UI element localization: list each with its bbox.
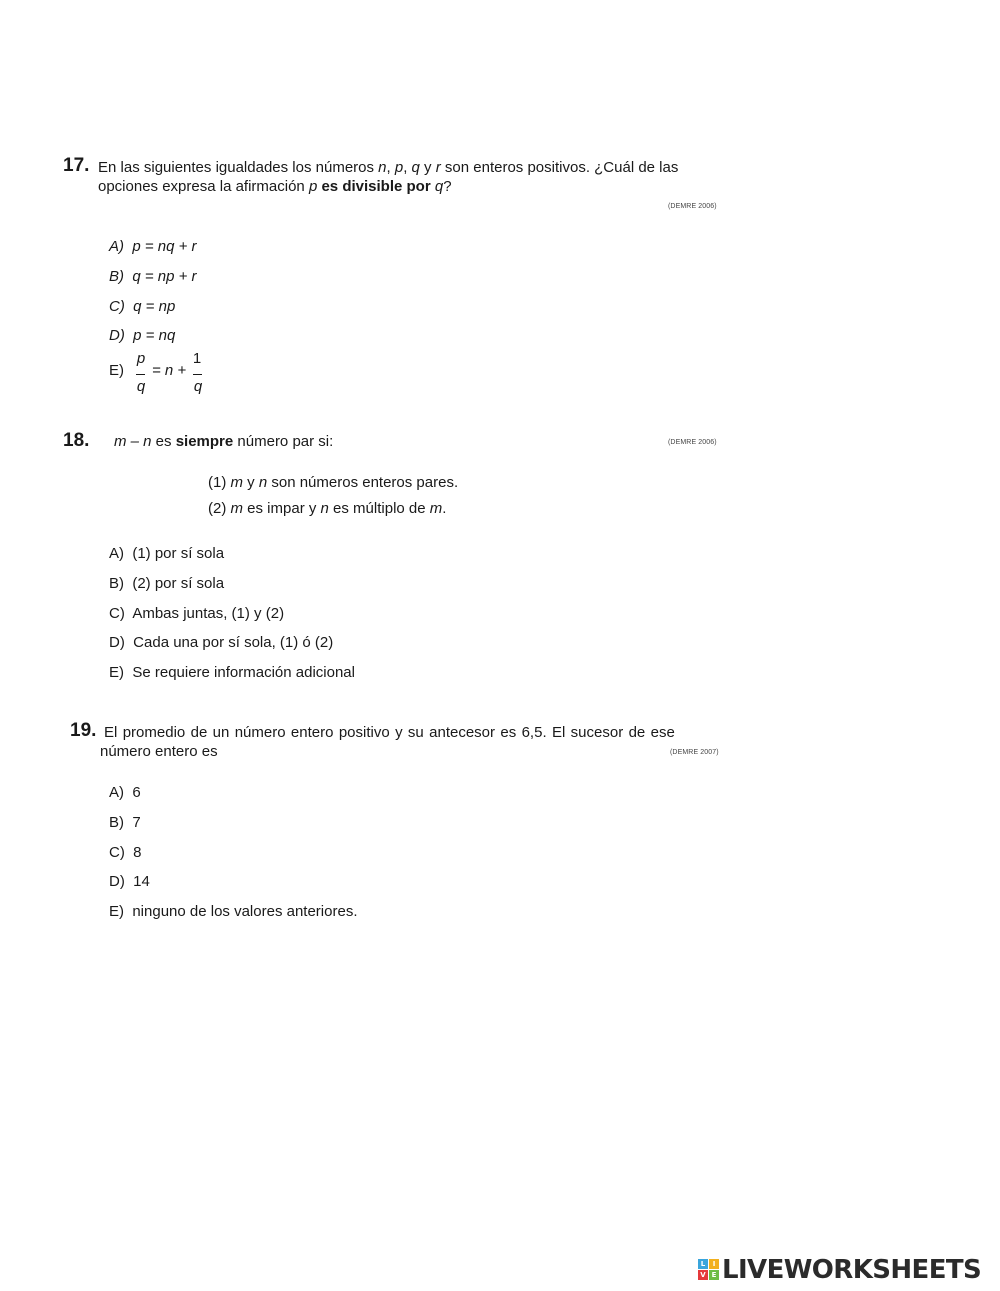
- logo-text: LIVEWORKSHEETS: [722, 1255, 982, 1285]
- question-19-stem-line2: número entero es: [100, 743, 218, 760]
- q18-condition-1: (1) m y n son números enteros pares.: [208, 474, 459, 491]
- question-17-source: (DEMRE 2006): [668, 203, 717, 210]
- question-18-number: 18.: [63, 430, 90, 451]
- q19-option-a[interactable]: A) 6: [109, 784, 141, 801]
- q19-option-d[interactable]: D) 14: [109, 873, 150, 890]
- q18-condition-2: (2) m es impar y n es múltiplo de m.: [208, 500, 447, 517]
- q17-e-numerator-2: 1: [192, 350, 202, 367]
- q18-option-d[interactable]: D) Cada una por sí sola, (1) ó (2): [109, 634, 334, 651]
- q19-option-e[interactable]: E) ninguno de los valores anteriores.: [109, 903, 358, 920]
- q17-option-d[interactable]: D) p = nq: [109, 327, 176, 344]
- question-19-source: (DEMRE 2007): [670, 749, 719, 756]
- logo-tile-e: E: [709, 1270, 719, 1280]
- question-19-stem-line1: El promedio de un número entero positivo y su antecesor es 6,5. El sucesor de ese: [104, 724, 675, 741]
- q18-option-b[interactable]: B) (2) por sí sola: [109, 575, 225, 592]
- q18-option-e[interactable]: E) Se requiere información adicional: [109, 664, 355, 681]
- q17-option-b[interactable]: B) q = np + r: [109, 268, 197, 285]
- q17-e-denominator-2: q: [193, 378, 203, 395]
- question-17-stem-line1: En las siguientes igualdades los números n, p, q y r son enteros positivos. ¿Cuál de las: [98, 159, 679, 176]
- q17-option-e-letter: E): [109, 362, 124, 379]
- q18-option-c[interactable]: C) Ambas juntas, (1) y (2): [109, 605, 285, 622]
- q17-e-middle: = n +: [152, 362, 187, 379]
- logo-tiles-icon: [698, 1259, 720, 1281]
- q17-option-c[interactable]: C) q = np: [109, 298, 176, 315]
- question-19-number: 19.: [70, 720, 97, 741]
- q17-e-numerator-1: p: [136, 350, 146, 367]
- question-18-stem: m – n es siempre número par si:: [114, 433, 334, 450]
- logo-tile-v: V: [698, 1270, 708, 1280]
- q18-option-a[interactable]: A) (1) por sí sola: [109, 545, 225, 562]
- question-17-number: 17.: [63, 155, 90, 176]
- q17-option-a[interactable]: A) p = nq + r: [109, 238, 197, 255]
- q19-option-c[interactable]: C) 8: [109, 844, 142, 861]
- q17-e-fraction-bar-2: [193, 374, 202, 375]
- question-18-source: (DEMRE 2006): [668, 439, 717, 446]
- q19-option-b[interactable]: B) 7: [109, 814, 141, 831]
- q17-option-e[interactable]: [109, 348, 219, 398]
- logo-tile-l: L: [698, 1259, 708, 1269]
- question-17-stem-line2: opciones expresa la afirmación p es divisible por q?: [98, 178, 452, 195]
- logo-tile-i: I: [709, 1259, 719, 1269]
- q17-e-denominator-1: q: [136, 378, 146, 395]
- q17-e-fraction-bar-1: [136, 374, 145, 375]
